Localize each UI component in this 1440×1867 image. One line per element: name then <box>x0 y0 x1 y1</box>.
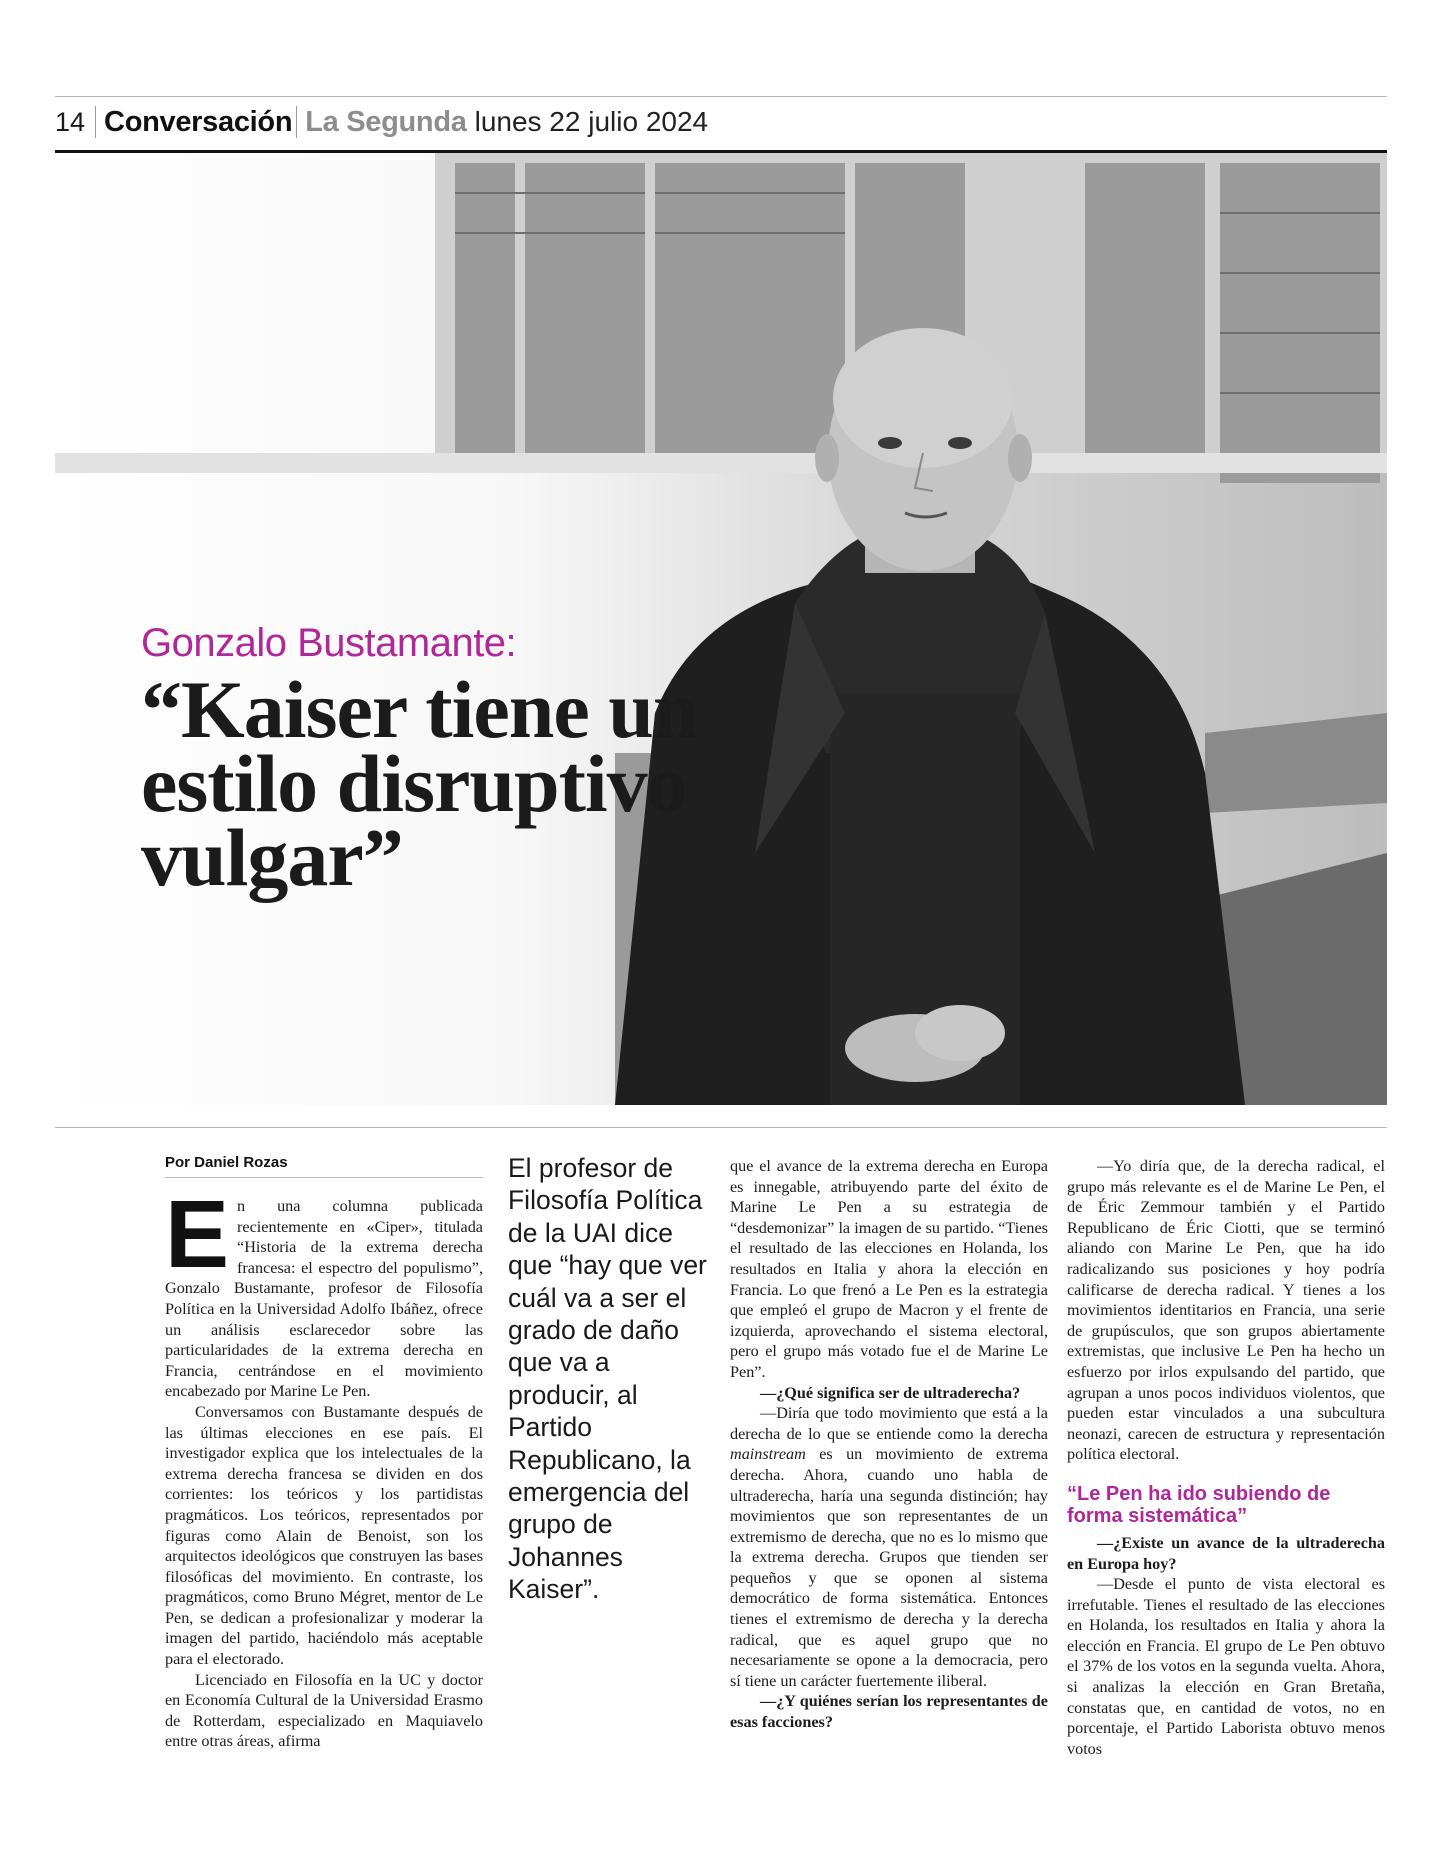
interview-question: —¿Qué significa ser de ultraderecha? <box>760 1383 1021 1402</box>
issue-date: lunes 22 julio 2024 <box>474 106 709 137</box>
header-divider <box>95 106 96 138</box>
drop-cap: E <box>165 1181 230 1288</box>
page-header <box>55 104 708 140</box>
article-column-1 <box>165 1181 483 1752</box>
headline: “Kaiser tiene un estilo disruptivo vulgar” <box>141 664 698 903</box>
interview-answer: —Yo diría que, de la derecha radical, el grupo más relevante es el de Marine Le Pen, el de Éric Zemmour también y el Partido Republicano de Éric Ciotti, que se terminó aliando con Marine Le Pen, que ha ido radicalizando sus posiciones y hoy podría calificarse de derecha radical. Y tienes a los movimientos identitarios en Francia, una serie de grupúsculos, que son grupos abiertamente extremistas, que inclusive Le Pen ha hecho un esfuerzo por irlos expulsando del partido, que agrupan a unos pocos individuos violentos, que pueden estar vinculados a una subcultura neonazi, carecen de estructura y representación política electoral. <box>1067 1157 1385 1464</box>
newspaper-name: La Segunda <box>305 105 467 138</box>
section-name: Conversación <box>104 105 293 138</box>
interviewee-name: Gonzalo Bustamante: <box>141 621 517 665</box>
interview-answer: —Desde el punto de vista electoral es irrefutable. Tienes el resultado de las elecciones en Holanda, los resultados en Italia y ahora la elección en Francia. El grupo de Le Pen obtuvo el 37% de los votos en la segunda vuelta. Ahora, si analizas la elección en Gran Bretaña, constatas que, en cantidad de votos, no en porcentaje, el Partido Laborista obtuvo menos votos <box>1067 1575 1385 1758</box>
article-column-4 <box>1067 1156 1385 1759</box>
subheading: “Le Pen ha ido subiendo de forma sistemática” <box>1067 1482 1331 1527</box>
interview-question: —¿Existe un avance de la ultraderecha en Europa hoy? <box>1067 1533 1385 1573</box>
hero-photo <box>55 153 1387 1105</box>
header-divider <box>296 106 297 138</box>
article-paragraph: que el avance de la extrema derecha en Europa es innegable, atribuyendo parte del éxito de Marine Le Pen a su estrategia de “desdemonizar” la imagen de su partido. “Tienes el resultado de las elecciones en Holanda, los resultados en Italia y ahora la elección en Francia. Lo que frenó a Le Pen es la estrategia que empleó el grupo de Macron y el frente de izquierda, aprovechando el sistema electoral, pero el grupo más votado fue el de Marine Le Pen”. <box>730 1157 1048 1381</box>
article-paragraph: Conversamos con Bustamante después de las últimas elecciones en ese país. El investigador explica que los intelectuales de la extrema derecha francesa se dividen en dos corrientes: los teóricos y los partidistas pragmáticos. Los teóricos, representados por figuras como Alain de Benoist, son los arquitectos ideológicos que construyen las bases filosóficas del movimiento. En contraste, los pragmáticos, como Bruno Mégret, mentor de Le Pen, se dedican a profesionalizar y moderar la imagen del partido, haciéndolo más aceptable para el electorado. <box>165 1402 483 1669</box>
byline: Por Daniel Rozas <box>165 1154 483 1178</box>
article-column-3 <box>730 1156 1048 1733</box>
article-paragraph: Licenciado en Filosofía en la UC y doctor en Economía Cultural de la Universidad Erasmo de Rotterdam, especializado en Maquiavelo entre otras áreas, afirma <box>165 1670 483 1751</box>
interview-answer: —Diría que todo movimiento que está a la derecha de lo que se entiende como la derecha mainstream es un movimiento de extrema derecha. Ahora, cuando uno habla de ultraderecha, haría una segunda distinción; hay movimientos que son representantes de un extremismo de derecha, que no es lo mismo que la extrema derecha. Grupos que tienden ser pequeños y que se oponen al sistema democrático de forma sistemática. Entonces tienes el extremismo de derecha y la derecha radical, que es aquel grupo que no necesariamente se opone a la democracia, pero sí tiene un carácter fuertemente iliberal. <box>730 1404 1048 1690</box>
pull-quote: El profesor de Filosofía Política de la UAI dice que “hay que ver cuál va a ser el grado de daño que va a producir, al Partido Republicano, la emergencia del grupo de Johannes Kaiser”. <box>508 1153 707 1605</box>
page-number: 14 <box>55 106 86 137</box>
section-rule <box>55 1127 1387 1128</box>
article-paragraph: En una columna publicada recientemente en «Ciper», titulada “Historia de la extrema derecha francesa: el espectro del populismo”, Gonzalo Bustamante, profesor de Filosofía Política en la Universidad Adolfo Ibáñez, ofrece un análisis esclarecedor sobre las particularidades de la extrema derecha en Francia, centrándose en el movimiento encabezado por Marine Le Pen. <box>165 1181 483 1401</box>
top-rule <box>55 96 1387 97</box>
interview-question: —¿Y quiénes serían los representantes de esas facciones? <box>730 1692 1048 1732</box>
